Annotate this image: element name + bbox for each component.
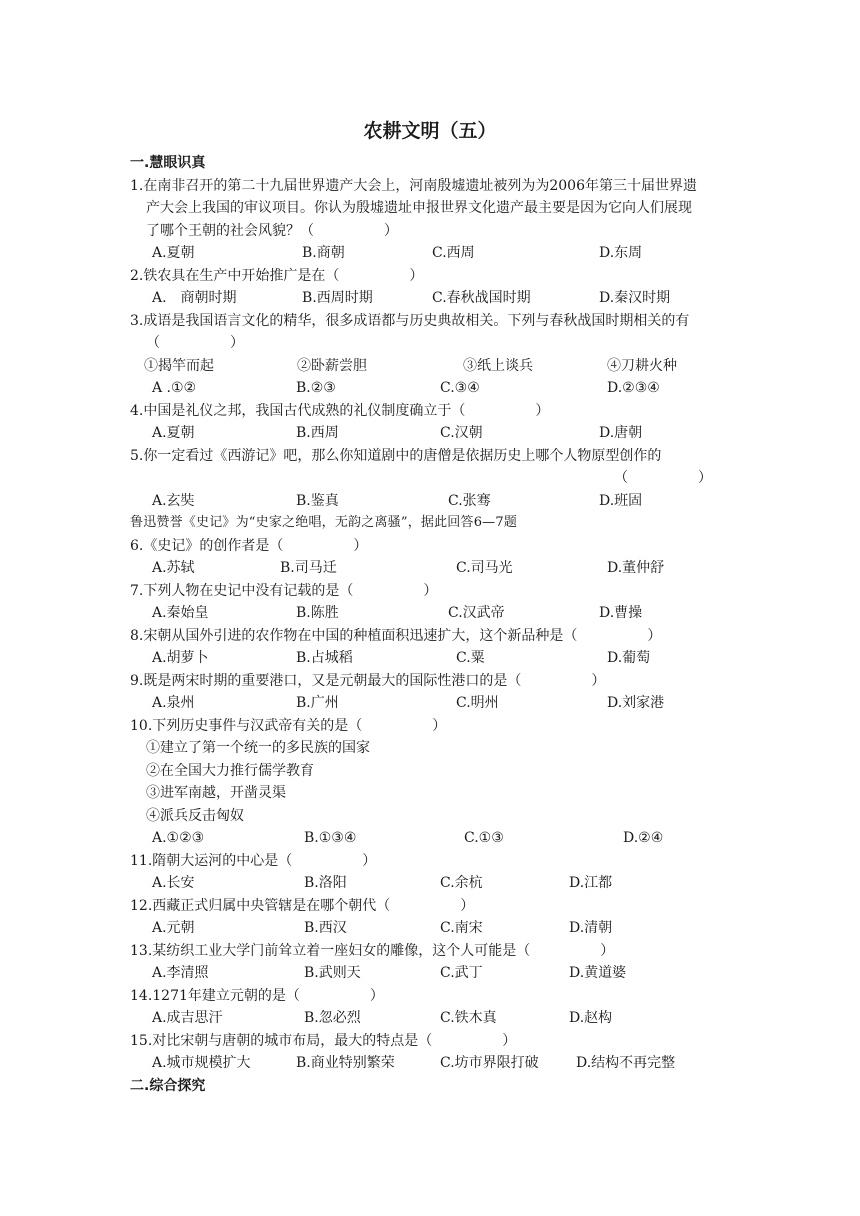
option-b: B.商业特别繁荣 xyxy=(296,1055,395,1071)
item-1: ①揭竿而起 xyxy=(144,357,214,374)
option-a: A.苏轼 xyxy=(152,560,195,576)
option-c: C.南宋 xyxy=(440,920,483,936)
option-a: A.①②③ xyxy=(152,830,205,846)
option-a: A.夏朝 xyxy=(152,425,195,441)
question-10-item-4: ④派兵反击匈奴 xyxy=(146,807,244,824)
option-c: C.余杭 xyxy=(440,875,483,891)
option-c: C.坊市界限打破 xyxy=(440,1055,539,1071)
option-c: C.春秋战国时期 xyxy=(432,290,531,306)
question-4-options xyxy=(130,422,730,445)
question-12-options xyxy=(130,917,730,940)
question-8-options xyxy=(130,647,730,670)
option-a: A. 商朝时期 xyxy=(152,290,237,306)
option-b: B.占城稻 xyxy=(296,650,353,666)
option-a: A.玄奘 xyxy=(152,492,195,509)
question-15-stem: 15.对比宋朝与唐朝的城市布局，最大的特点是（ ） xyxy=(130,1032,517,1049)
item-3: ③纸上谈兵 xyxy=(463,357,533,374)
option-c: C.粟 xyxy=(456,650,485,666)
option-d: D.②④ xyxy=(623,830,664,846)
option-d: D.清朝 xyxy=(569,920,613,936)
option-c: C.西周 xyxy=(432,245,475,261)
option-a: A.长安 xyxy=(152,875,195,891)
option-a: A.城市规模扩大 xyxy=(152,1055,251,1071)
question-1-stem-line-3: 了哪个王朝的社会风貌？（ ） xyxy=(146,222,398,239)
question-5-options xyxy=(130,490,730,513)
option-b: B.②③ xyxy=(296,380,336,396)
question-8-stem: 8.宋朝从国外引进的农作物在中国的种植面积迅速扩大，这个新品种是（ ） xyxy=(130,627,662,644)
option-d: D.②③④ xyxy=(607,380,660,396)
question-13-options xyxy=(130,962,730,985)
question-7-options xyxy=(130,602,730,625)
question-10-item-3: ③进军南越，开凿灵渠 xyxy=(146,785,286,801)
option-c: C.司马光 xyxy=(456,560,513,576)
question-1-stem-line-1: 1.在南非召开的第二十九届世界遗产大会上，河南殷墟遗址被列为为2006年第三十届世界遗 xyxy=(130,177,697,194)
option-a: A.成吉思汗 xyxy=(152,1010,223,1026)
option-c: C.武丁 xyxy=(440,965,483,981)
option-d: D.班固 xyxy=(599,492,643,509)
item-4: ④刀耕火种 xyxy=(607,357,677,374)
option-a: A.李清照 xyxy=(152,965,209,981)
worksheet-body xyxy=(130,152,730,1097)
option-d: D.秦汉时期 xyxy=(599,290,671,306)
question-3-stem-line-1: 3.成语是我国语言文化的精华，很多成语都与历史典故相关。下列与春秋战国时期相关的有 xyxy=(130,312,690,329)
option-d: D.江都 xyxy=(569,875,613,891)
option-b: B.鉴真 xyxy=(296,492,339,509)
question-5-paren-line xyxy=(130,467,730,490)
option-a: A.元朝 xyxy=(152,920,195,936)
question-10-stem: 10.下列历史事件与汉武帝有关的是（ ） xyxy=(130,717,447,734)
question-1-stem-line-2: 产大会上我国的审议项目。你认为殷墟遗址申报世界文化遗产最主要是因为它向人们展现 xyxy=(146,200,692,216)
question-6-stem: 6.《史记》的创作者是（ ） xyxy=(130,537,368,554)
option-b: B.广州 xyxy=(296,695,339,711)
question-12-stem: 12.西藏正式归属中央管辖是在哪个朝代（ ） xyxy=(130,897,475,914)
option-c: C.张骞 xyxy=(448,492,491,509)
reading-note: 鲁迅赞誉《史记》为“史家之绝唱，无韵之离骚”，据此回答6—7题 xyxy=(130,515,518,530)
question-15-options xyxy=(130,1052,730,1075)
option-b: B.司马迁 xyxy=(280,560,337,576)
option-d: D.刘家港 xyxy=(607,695,665,711)
option-d: D.唐朝 xyxy=(599,425,643,441)
option-a: A.胡萝卜 xyxy=(152,650,209,666)
question-7-stem: 7.下列人物在史记中没有记载的是（ ） xyxy=(130,582,438,599)
option-d: D.结构不再完整 xyxy=(576,1055,676,1071)
question-5-stem: 5.你一定看过《西游记》吧，那么你知道剧中的唐僧是依据历史上哪个人物原型创作的 xyxy=(130,447,662,464)
question-4-stem: 4.中国是礼仪之邦，我国古代成熟的礼仪制度确立于（ ） xyxy=(130,402,550,419)
option-d: D.曹操 xyxy=(599,605,643,621)
question-2-options xyxy=(130,287,730,310)
option-c: C.明州 xyxy=(456,695,499,711)
question-11-stem: 11.隋朝大运河的中心是（ ） xyxy=(130,852,377,869)
option-d: D.董仲舒 xyxy=(607,560,665,576)
option-a: A.秦始皇 xyxy=(152,605,209,621)
option-b: B.武则天 xyxy=(304,965,361,981)
option-d: D.葡萄 xyxy=(607,650,651,666)
option-b: B.①③④ xyxy=(304,830,357,846)
option-a: A.泉州 xyxy=(152,695,195,711)
question-1-options xyxy=(130,242,730,265)
question-3-stem-line-2: （ ） xyxy=(146,335,244,351)
option-b: B.西周 xyxy=(296,425,339,441)
option-b: B.忽必烈 xyxy=(304,1010,361,1026)
section-heading-1: 一.慧眼识真 xyxy=(130,155,206,171)
question-10-item-1: ①建立了第一个统一的多民族的国家 xyxy=(146,740,370,756)
question-10-item-2: ②在全国大力推行儒学教育 xyxy=(146,762,314,779)
page-title: 农耕文明（五） xyxy=(363,120,497,142)
option-b: B.陈胜 xyxy=(296,605,339,621)
option-b: B.商朝 xyxy=(302,245,345,261)
option-c: C.③④ xyxy=(440,380,480,396)
question-2-stem: 2.铁农具在生产中开始推广是在（ ） xyxy=(130,267,424,284)
option-d: D.赵构 xyxy=(569,1010,613,1026)
answer-paren: （ ） xyxy=(614,470,712,486)
option-c: C.铁木真 xyxy=(440,1010,497,1026)
item-2: ②卧薪尝胆 xyxy=(297,357,367,374)
question-9-stem: 9.既是两宋时期的重要港口，又是元朝最大的国际性港口的是（ ） xyxy=(130,672,606,689)
question-3-items xyxy=(130,355,730,378)
option-d: D.东周 xyxy=(599,245,643,261)
question-11-options xyxy=(130,872,730,895)
option-d: D.黄道婆 xyxy=(569,965,627,981)
question-14-options xyxy=(130,1007,730,1030)
option-c: C.汉朝 xyxy=(440,425,483,441)
option-c: C.①③ xyxy=(464,830,504,846)
question-10-options xyxy=(130,827,730,850)
question-3-options xyxy=(130,377,730,400)
section-heading-2: 二.综合探究 xyxy=(130,1077,206,1094)
option-b: B.西汉 xyxy=(304,920,347,936)
option-a: A .①② xyxy=(152,380,197,396)
option-c: C.汉武帝 xyxy=(448,605,505,621)
option-b: B.洛阳 xyxy=(304,875,347,891)
option-b: B.西周时期 xyxy=(302,290,373,306)
question-9-options xyxy=(130,692,730,715)
question-13-stem: 13.某纺织工业大学门前耸立着一座妇女的雕像，这个人可能是（ ） xyxy=(130,942,615,959)
question-6-options xyxy=(130,557,730,580)
option-a: A.夏朝 xyxy=(152,245,195,261)
question-14-stem: 14.1271年建立元朝的是（ ） xyxy=(130,987,384,1004)
